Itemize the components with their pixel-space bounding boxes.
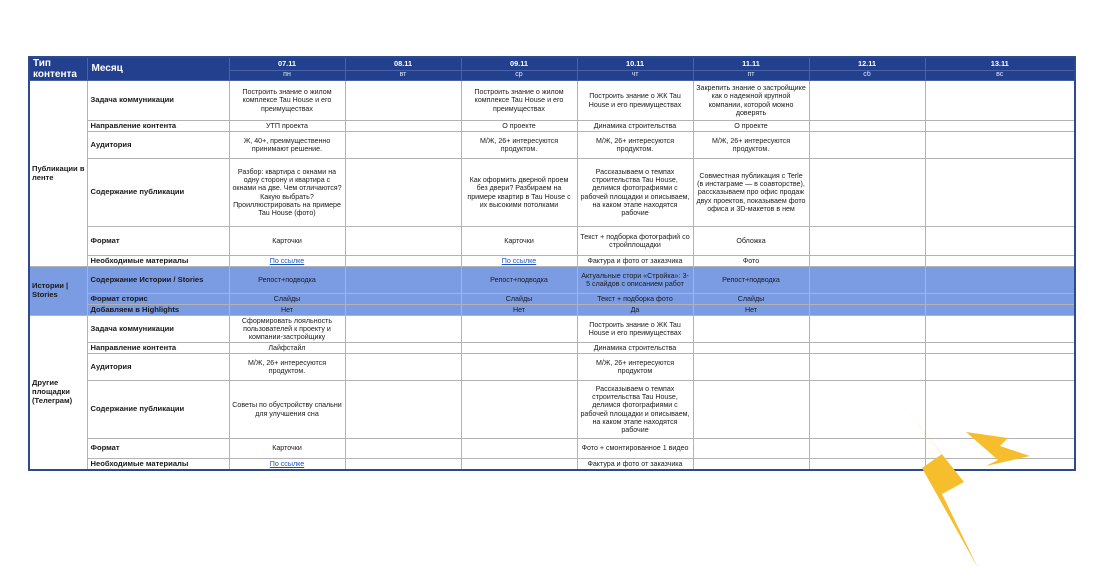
table-cell (925, 256, 1075, 267)
table-cell (925, 267, 1075, 294)
header-dates-row (29, 57, 1075, 70)
row-label: Формат (87, 227, 229, 256)
table-cell: Сформировать лояльность пользователей к проекту и компании-застройщику (229, 316, 345, 343)
table-row (29, 294, 1075, 305)
table-cell (345, 439, 461, 459)
table-cell (809, 227, 925, 256)
table-cell (345, 267, 461, 294)
header-weekday: чт (577, 70, 693, 80)
table-cell (461, 343, 577, 354)
lightning-bolt-small-icon (966, 432, 1030, 466)
table-cell (925, 132, 1075, 159)
content-type-cell: Публикации в ленте (29, 81, 87, 267)
table-row (29, 343, 1075, 354)
table-cell (345, 256, 461, 267)
table-cell (809, 343, 925, 354)
table-cell: Карточки (229, 227, 345, 256)
table-cell: Рассказываем о темпах строительства Tau House, делимся фотографиями с рабочей площадки и описываем, на каком этапе находятся рабочие (577, 381, 693, 439)
table-cell: Построить знание о ЖК Tau House и его преимуществах (577, 81, 693, 121)
table-cell (693, 459, 809, 470)
table-cell: Карточки (229, 439, 345, 459)
materials-link[interactable]: По ссылке (229, 256, 345, 267)
table-cell (809, 159, 925, 227)
table-cell (461, 439, 577, 459)
table-row (29, 305, 1075, 316)
table-cell (809, 256, 925, 267)
table-cell (925, 305, 1075, 316)
table-cell (809, 267, 925, 294)
header-date: 07.11 (229, 57, 345, 70)
table-cell (809, 121, 925, 132)
table-cell: Построить знание о ЖК Tau House и его преимуществах (577, 316, 693, 343)
header-date: 11.11 (693, 57, 809, 70)
table-cell (925, 343, 1075, 354)
table-row (29, 256, 1075, 267)
lightning-bolt-main-icon (902, 404, 978, 568)
table-cell (693, 381, 809, 439)
table-cell (461, 354, 577, 381)
header-date: 12.11 (809, 57, 925, 70)
header-weekday: пт (693, 70, 809, 80)
table-cell (693, 316, 809, 343)
table-cell (925, 227, 1075, 256)
table-cell: Нет (229, 305, 345, 316)
table-row (29, 121, 1075, 132)
row-label: Необходимые материалы (87, 256, 229, 267)
table-cell: УТП проекта (229, 121, 345, 132)
header-date: 08.11 (345, 57, 461, 70)
header-weekday: вс (925, 70, 1075, 80)
table-row (29, 354, 1075, 381)
header-weekday: ср (461, 70, 577, 80)
table-cell: Репост+подводка (229, 267, 345, 294)
table-cell: Фото (693, 256, 809, 267)
row-label: Направление контента (87, 343, 229, 354)
table-cell: Да (577, 305, 693, 316)
table-cell: М/Ж, 26+ интересуются продуктом. (577, 132, 693, 159)
table-cell (693, 354, 809, 381)
lightning-bolt-icon (880, 398, 1040, 573)
table-cell: Слайды (229, 294, 345, 305)
table-cell (345, 227, 461, 256)
header-type-cell: Тип контента (29, 57, 87, 81)
row-label: Необходимые материалы (87, 459, 229, 470)
table-row (29, 159, 1075, 227)
row-label: Содержание Истории / Stories (87, 267, 229, 294)
table-cell (345, 159, 461, 227)
table-cell (345, 316, 461, 343)
table-cell: Нет (693, 305, 809, 316)
table-cell (693, 439, 809, 459)
table-cell (345, 343, 461, 354)
table-cell: О проекте (461, 121, 577, 132)
row-label: Содержание публикации (87, 159, 229, 227)
table-cell (345, 381, 461, 439)
table-cell (461, 316, 577, 343)
table-cell: Ж, 40+, преимущественно принимают решение. (229, 132, 345, 159)
table-row (29, 81, 1075, 121)
row-label: Аудитория (87, 354, 229, 381)
table-cell (345, 132, 461, 159)
materials-link[interactable]: По ссылке (461, 256, 577, 267)
content-type-cell: Другие площадки (Телеграм) (29, 316, 87, 470)
table-cell: Рассказываем о темпах строительства Tau House, делимся фотографиями с рабочей площадки и описываем, на каком этапе находятся рабочие (577, 159, 693, 227)
row-label: Направление контента (87, 121, 229, 132)
table-cell: М/Ж, 26+ интересуются продуктом. (229, 354, 345, 381)
table-cell: Лайфстайл (229, 343, 345, 354)
table-cell (809, 294, 925, 305)
row-label: Содержание публикации (87, 381, 229, 439)
table-row (29, 267, 1075, 294)
table-cell (925, 294, 1075, 305)
table-cell: Карточки (461, 227, 577, 256)
table-cell: М/Ж, 26+ интересуются продуктом (577, 354, 693, 381)
table-row (29, 227, 1075, 256)
header-month-cell: Месяц (87, 57, 229, 81)
header-date: 09.11 (461, 57, 577, 70)
materials-link[interactable]: По ссылке (229, 459, 345, 470)
table-cell: Фото + смонтированное 1 видео (577, 439, 693, 459)
table-row (29, 132, 1075, 159)
table-cell: Нет (461, 305, 577, 316)
header-date: 13.11 (925, 57, 1075, 70)
table-cell: Построить знание о жилом комплексе Tau House и его преимуществах (461, 81, 577, 121)
table-cell: Актуальные стори «Стройка»: 3-5 слайдов с описанием работ (577, 267, 693, 294)
table-cell: Динамика строительства (577, 343, 693, 354)
table-cell (345, 294, 461, 305)
row-label: Добавляем в Highlights (87, 305, 229, 316)
table-cell (809, 81, 925, 121)
table-cell: Слайды (461, 294, 577, 305)
row-label: Задача коммуникации (87, 316, 229, 343)
table-cell: Разбор: квартира с окнами на одну сторону и квартира с окнами на две. Чем отличаются? Какую выбрать? Проиллюстрировать на примере Tau House (фото) (229, 159, 345, 227)
header-weekday: пн (229, 70, 345, 80)
table-cell: Построить знание о жилом комплексе Tau House и его преимуществах (229, 81, 345, 121)
row-label: Формат (87, 439, 229, 459)
table-cell (461, 459, 577, 470)
table-row (29, 316, 1075, 343)
table-cell (345, 354, 461, 381)
table-cell (925, 81, 1075, 121)
row-label: Задача коммуникации (87, 81, 229, 121)
table-cell: Репост+подводка (461, 267, 577, 294)
table-cell: М/Ж, 26+ интересуются продуктом. (461, 132, 577, 159)
content-type-cell: Истории | Stories (29, 267, 87, 316)
table-cell (925, 316, 1075, 343)
table-cell: Слайды (693, 294, 809, 305)
table-cell: Репост+подводка (693, 267, 809, 294)
table-cell (461, 381, 577, 439)
row-label: Формат сторис (87, 294, 229, 305)
table-cell: Текст + подборка фотографий со стройплощадки (577, 227, 693, 256)
table-cell: Фактура и фото от заказчика (577, 459, 693, 470)
table-cell: Закрепить знание о застройщике как о надежной крупной компании, которой можно доверять (693, 81, 809, 121)
table-cell (345, 305, 461, 316)
table-cell (809, 132, 925, 159)
table-cell: Фактура и фото от заказчика (577, 256, 693, 267)
table-cell (809, 305, 925, 316)
table-cell: Советы по обустройству спальни для улучшения сна (229, 381, 345, 439)
header-weekday: сб (809, 70, 925, 80)
header-date: 10.11 (577, 57, 693, 70)
header-weekday: вт (345, 70, 461, 80)
table-cell (925, 159, 1075, 227)
table-cell: О проекте (693, 121, 809, 132)
table-cell: Совместная публикация с Terle (в инстаграме — в соавторстве), рассказываем про офис продаж двух проектов, показываем фото офиса и 3D-макетов в нем (693, 159, 809, 227)
table-cell: Как оформить дверной проем без двери? Разбираем на примере квартир в Tau House с их высокими потолками (461, 159, 577, 227)
table-cell (345, 81, 461, 121)
table-cell (345, 121, 461, 132)
table-cell (925, 354, 1075, 381)
table-cell: Текст + подборка фото (577, 294, 693, 305)
table-cell (693, 343, 809, 354)
row-label: Аудитория (87, 132, 229, 159)
table-cell (809, 354, 925, 381)
table-cell (345, 459, 461, 470)
table-cell: Динамика строительства (577, 121, 693, 132)
table-cell (809, 316, 925, 343)
table-cell: М/Ж, 26+ интересуются продуктом. (693, 132, 809, 159)
table-cell (925, 121, 1075, 132)
table-cell: Обложка (693, 227, 809, 256)
